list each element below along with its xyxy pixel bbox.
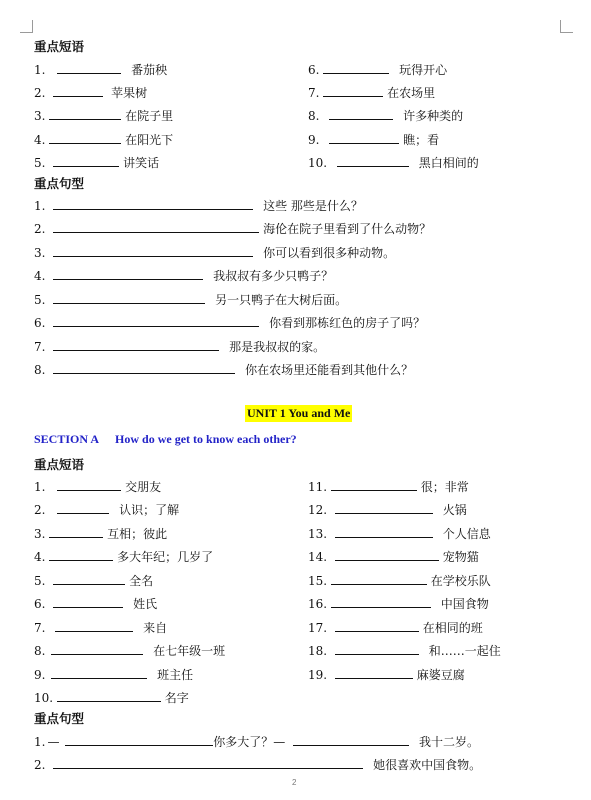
sentence-item [34,292,347,307]
answer-blank[interactable] [53,221,259,233]
answer-blank[interactable] [329,132,399,144]
item-number: 8. [308,109,320,123]
phrase-item [34,132,173,147]
phrase-text: 在农场里 [387,86,436,100]
sentence-text: 我叔叔有多少只鸭子？ [213,269,334,283]
sentence-item [34,268,333,283]
phrase-text: 玩得开心 [399,63,448,77]
phrase-item [34,62,167,77]
page-number: 2 [292,778,297,787]
page-corner-mark-top-right [560,20,573,33]
phrase-item [308,502,467,517]
sentence-text: 你看到那栋红色的房子了吗？ [269,316,426,330]
phrase-text: 瞧；看 [403,133,440,147]
answer-blank[interactable] [323,85,383,97]
item-number: 11. [308,480,328,494]
dash: — [47,735,60,749]
phrase-item [308,620,483,635]
phrase-text: 全名 [129,574,154,588]
sentence-text: 这些 那些是什么？ [263,199,363,213]
item-number: 7. [308,86,320,100]
sentence-text: 那是我叔叔的家。 [229,340,326,354]
answer-blank[interactable] [53,268,203,280]
item-number: 4. [34,269,46,283]
answer-blank[interactable] [53,198,253,210]
phrase-text: 在院子里 [125,109,174,123]
sentence-text: 另一只鸭子在大树后面。 [215,293,348,307]
phrase-item [34,596,157,611]
phrase-item [308,526,491,541]
answer-blank[interactable] [53,757,363,769]
answer-blank[interactable] [53,292,205,304]
phrase-text: 班主任 [157,668,194,682]
section-label: SECTION A [34,432,100,446]
item-number: 5. [34,293,46,307]
sentence-text: 你可以看到很多种动物。 [263,246,396,260]
answer-blank[interactable] [337,155,409,167]
item-number: 17. [308,621,328,635]
phrase-text: 个人信息 [442,527,491,541]
item-number: 13. [308,527,328,541]
page-corner-mark-top-left [20,20,33,33]
item-number: 7. [34,621,46,635]
item-number: 5. [34,574,46,588]
phrase-text: 来自 [143,621,168,635]
sentence-item [34,339,325,354]
item-number: 3. [34,246,46,260]
section-heading-phrases: 重点短语 [34,457,85,472]
phrase-item [34,620,167,635]
answer-blank[interactable] [51,643,143,655]
phrase-text: 很；非常 [420,480,469,494]
phrase-text: 姓氏 [133,597,158,611]
section-question: How do we get to know each other? [115,432,297,446]
answer-blank[interactable] [49,526,103,538]
sentence-text: 你在农场里还能看到其他什么？ [245,363,414,377]
item-number: 4. [34,133,46,147]
answer-blank[interactable] [49,132,121,144]
answer-blank[interactable] [49,549,113,561]
phrase-item [34,108,173,123]
item-number: 19. [308,668,328,682]
phrase-item [34,573,153,588]
answer-blank[interactable] [335,502,433,514]
answer-blank[interactable] [53,596,123,608]
item-number: 18. [308,644,328,658]
phrase-item [308,643,501,658]
item-number: 9. [308,133,320,147]
answer-blank[interactable] [329,108,393,120]
phrase-text: 番茄秧 [131,63,168,77]
sentence-item [34,198,363,213]
answer-blank[interactable] [49,108,121,120]
answer-blank[interactable] [53,155,119,167]
phrase-text: 在七年级一班 [153,644,226,658]
phrase-item [308,62,447,77]
phrase-item [308,155,479,170]
answer-blank[interactable] [335,620,419,632]
answer-blank[interactable] [331,573,427,585]
phrase-item [34,643,225,658]
sentence-text: 你多大了？ [213,735,274,749]
item-number: 3. [34,109,46,123]
item-number: 6. [34,316,46,330]
phrase-item [308,85,435,100]
phrase-item [34,479,161,494]
answer-blank[interactable] [57,479,121,491]
item-number: 8. [34,644,46,658]
item-number: 2. [34,86,46,100]
answer-blank[interactable] [57,62,121,74]
sentence-item [34,245,395,260]
sentence-item [34,757,481,772]
phrase-item [308,108,463,123]
phrase-text: 交朋友 [125,480,162,494]
item-number: 14. [308,550,328,564]
section-heading-sentences: 重点句型 [34,711,85,726]
phrase-item [308,667,465,682]
sentence-text: 我十二岁。 [418,735,479,749]
item-number: 15. [308,574,328,588]
phrase-text: 中国食物 [440,597,489,611]
item-number: 3. [34,527,46,541]
phrase-item [34,155,159,170]
phrase-item [34,549,213,564]
item-number: 12. [308,503,328,517]
sentence-text: 她很喜欢中国食物。 [373,758,482,772]
phrase-text: 在相同的班 [422,621,483,635]
phrase-item [308,596,489,611]
sentence-item [34,315,425,330]
answer-blank[interactable] [53,245,253,257]
phrase-text: 和……一起住 [428,644,501,658]
item-number: 6. [34,597,46,611]
unit-title: UNIT 1 You and Me [247,406,351,420]
phrase-item [34,667,193,682]
item-number: 1. [34,735,46,749]
phrase-text: 在学校乐队 [430,574,491,588]
dash: — [273,735,286,749]
answer-blank[interactable] [335,549,439,561]
item-number: 8. [34,363,46,377]
answer-blank[interactable] [53,573,125,585]
answer-blank[interactable] [293,734,409,746]
phrase-item [34,690,189,705]
sentence-text: 海伦在院子里看到了什么动物？ [263,222,432,236]
answer-blank[interactable] [331,479,417,491]
sentence-item [34,362,413,377]
answer-blank[interactable] [323,62,389,74]
phrase-text: 黑白相间的 [418,156,479,170]
section-heading-sentences: 重点句型 [34,176,85,191]
item-number: 4. [34,550,46,564]
phrase-text: 许多种类的 [403,109,464,123]
phrase-text: 苹果树 [111,86,148,100]
item-number: 1. [34,63,46,77]
phrase-item [308,479,469,494]
item-number: 7. [34,340,46,354]
answer-blank[interactable] [53,315,259,327]
phrase-item [34,85,147,100]
phrase-text: 在阳光下 [125,133,174,147]
phrase-item [308,573,491,588]
item-number: 2. [34,503,46,517]
section-heading-phrases: 重点短语 [34,39,85,54]
answer-blank[interactable] [335,667,413,679]
phrase-item [34,502,179,517]
answer-blank[interactable] [53,362,235,374]
sentence-item [34,734,479,749]
phrase-text: 认识；了解 [119,503,180,517]
item-number: 2. [34,222,46,236]
answer-blank[interactable] [51,667,147,679]
sentence-item [34,221,431,236]
answer-blank[interactable] [335,526,433,538]
item-number: 1. [34,199,46,213]
phrase-text: 多大年纪；几岁了 [117,550,214,564]
phrase-text: 麻婆豆腐 [416,668,465,682]
item-number: 9. [34,668,46,682]
phrase-text: 讲笑话 [123,156,160,170]
answer-blank[interactable] [57,690,161,702]
item-number: 1. [34,480,46,494]
item-number: 10. [308,156,328,170]
phrase-text: 宠物猫 [442,550,479,564]
section-title [34,432,297,447]
phrase-item [308,132,439,147]
answer-blank[interactable] [53,85,103,97]
answer-blank[interactable] [55,620,133,632]
phrase-item [308,549,479,564]
answer-blank[interactable] [335,643,419,655]
item-number: 16. [308,597,328,611]
item-number: 2. [34,758,46,772]
item-number: 6. [308,63,320,77]
phrase-text: 名字 [164,691,189,705]
phrase-text: 火锅 [442,503,467,517]
answer-blank[interactable] [331,596,431,608]
answer-blank[interactable] [65,734,213,746]
phrase-item [34,526,167,541]
answer-blank[interactable] [57,502,109,514]
phrase-text: 互相；彼此 [107,527,168,541]
item-number: 10. [34,691,54,705]
item-number: 5. [34,156,46,170]
answer-blank[interactable] [53,339,219,351]
